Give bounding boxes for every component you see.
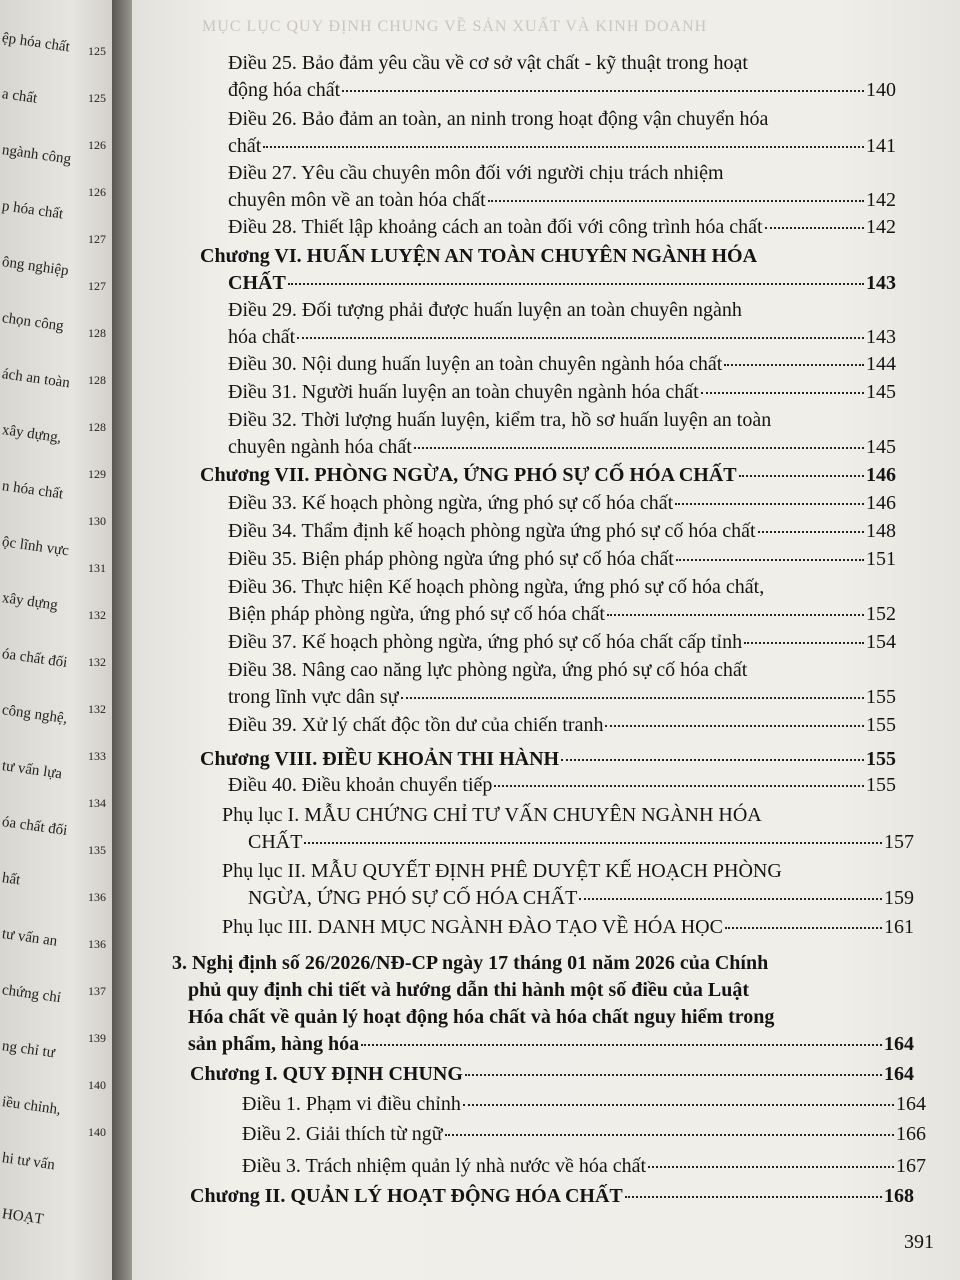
- toc-entry-text: Điều 33. Kế hoạch phòng ngừa, ứng phó sự cố hóa chất: [228, 492, 674, 514]
- toc-entry-line: [200, 746, 896, 773]
- dot-leader: [724, 363, 864, 366]
- toc-entry: [242, 1121, 926, 1148]
- toc-entry-line: [200, 270, 896, 297]
- toc-entry-line: [222, 885, 914, 912]
- toc-entry-text: Điều 30. Nội dung huấn luyện an toàn chuyên ngành hóa chất: [228, 353, 723, 375]
- toc-entry-line: [228, 772, 896, 799]
- toc-entry-line: [242, 1121, 926, 1148]
- toc-entry-text: phủ quy định chi tiết và hướng dẫn thi hành một số điều của Luật: [188, 979, 750, 1001]
- toc-entry-text: Điều 31. Người huấn luyện an toàn chuyên ngành hóa chất: [228, 381, 699, 403]
- toc-entry-text: Biện pháp phòng ngừa, ứng phó sự cố hóa chất: [228, 603, 605, 625]
- dot-leader: [744, 641, 864, 644]
- toc-page-number: 154: [866, 631, 896, 653]
- toc-entry-text: Điều 27. Yêu cầu chuyên môn đối với người chịu trách nhiệm: [228, 162, 724, 184]
- left-page-number-fragment: 139: [88, 1031, 106, 1045]
- dot-leader: [758, 530, 864, 533]
- toc-entry-text: CHẤT: [228, 272, 286, 294]
- toc-entry-line: [228, 77, 896, 104]
- left-page-text-fragment: tư vấn an: [0, 926, 59, 950]
- toc-entry-line: [228, 351, 896, 378]
- left-page-number-fragment: 132: [88, 608, 106, 622]
- toc-entry-text: Chương VI. HUẤN LUYỆN AN TOÀN CHUYÊN NGÀNH HÓA: [200, 245, 758, 267]
- toc-entry-line: [228, 657, 896, 684]
- toc-entry-text: Điều 39. Xử lý chất độc tồn dư của chiến tranh: [228, 714, 604, 736]
- toc-entry-text: chuyên môn về an toàn hóa chất: [228, 189, 486, 211]
- dot-leader: [288, 282, 864, 285]
- left-page-number-fragment: 125: [88, 91, 106, 105]
- left-page-text-fragment: hi tư vấn: [0, 1150, 56, 1174]
- left-page-text-fragment: ông nghiệp: [0, 254, 70, 280]
- toc-entry-text: Phụ lục III. DANH MỤC NGÀNH ĐÀO TẠO VỀ HÓA HỌC: [222, 916, 723, 938]
- toc-entry-line: [190, 1183, 914, 1210]
- toc-entry-line: [222, 802, 914, 829]
- toc-entry-text: Điều 36. Thực hiện Kế hoạch phòng ngừa, ứng phó sự cố hóa chất,: [228, 576, 765, 598]
- toc-entry-line: [228, 546, 896, 573]
- toc-entry-line: [228, 297, 896, 324]
- left-page-text-fragment: óa chất đối: [0, 814, 69, 840]
- toc-entry: [200, 462, 896, 489]
- toc-page-number: 164: [896, 1093, 926, 1115]
- toc-entry: [228, 712, 896, 739]
- toc-entry-line: [228, 160, 896, 187]
- dot-leader: [725, 926, 882, 929]
- toc-page-number: 166: [896, 1123, 926, 1145]
- toc-entry-text: hóa chất: [228, 326, 296, 348]
- toc-entry: [228, 160, 896, 214]
- toc-page-number: 143: [866, 272, 896, 294]
- toc-entry-line: [228, 684, 896, 711]
- left-page-edge: [0, 0, 120, 1280]
- dot-leader: [488, 199, 864, 202]
- dot-leader: [304, 841, 882, 844]
- toc-entry: [200, 243, 896, 297]
- toc-entry-line: [228, 379, 896, 406]
- toc-entry-text: chất: [228, 135, 262, 157]
- toc-entry-line: [200, 243, 896, 270]
- left-page-number-fragment: 140: [88, 1125, 106, 1139]
- toc-entry-line: [172, 1031, 914, 1058]
- toc-entry-text: sản phẩm, hàng hóa: [188, 1033, 360, 1055]
- toc-entry: [228, 490, 896, 517]
- toc-entry-text: CHẤT: [248, 831, 303, 853]
- toc-entry-line: [222, 829, 914, 856]
- left-page-number-fragment: 127: [88, 279, 106, 293]
- toc-page-number: 148: [866, 520, 896, 542]
- toc-entry-text: Điều 38. Nâng cao năng lực phòng ngừa, ứng phó sự cố hóa chất: [228, 659, 748, 681]
- toc-entry-line: [228, 629, 896, 656]
- toc-entry-line: [190, 1061, 914, 1088]
- left-page-text-fragment: xây dựng: [0, 590, 59, 614]
- toc-page-number: 140: [866, 79, 896, 101]
- left-page-number-fragment: 128: [88, 373, 106, 387]
- toc-entry-text: Điều 37. Kế hoạch phòng ngừa, ứng phó sự cố hóa chất cấp tỉnh: [228, 631, 743, 653]
- dot-leader: [342, 89, 864, 92]
- toc-page-number: 155: [866, 686, 896, 708]
- toc-entry: [228, 657, 896, 711]
- toc-entry: [222, 914, 914, 941]
- dot-leader: [401, 696, 864, 699]
- toc-entry: [228, 50, 896, 104]
- dot-leader: [607, 613, 864, 616]
- toc-page-number: 146: [866, 464, 896, 486]
- toc-entry-text: NGỪA, ỨNG PHÓ SỰ CỐ HÓA CHẤT: [248, 887, 578, 909]
- toc-entry-text: Điều 32. Thời lượng huấn luyện, kiểm tra, hồ sơ huấn luyện an toàn: [228, 409, 772, 431]
- toc-entry-line: [172, 1004, 914, 1031]
- toc-entry: [228, 546, 896, 573]
- toc-entry-text: Điều 25. Bảo đảm yêu cầu về cơ sở vật chất - kỹ thuật trong hoạt: [228, 52, 748, 74]
- dot-leader: [414, 446, 864, 449]
- left-page-text-fragment: chứng chỉ: [0, 982, 62, 1007]
- toc-page-number: 157: [884, 831, 914, 853]
- toc-entry-line: [172, 950, 914, 977]
- left-page-text-fragment: óa chất đối: [0, 646, 69, 672]
- dot-leader: [297, 336, 864, 339]
- toc-entry: [190, 1183, 914, 1210]
- toc-entry: [228, 518, 896, 545]
- dot-leader: [561, 758, 864, 761]
- toc-entry-text: Điều 35. Biện pháp phòng ngừa ứng phó sự cố hóa chất: [228, 548, 674, 570]
- toc-entry-text: động hóa chất: [228, 79, 341, 101]
- bleed-through-header: MỤC LỤC QUY ĐỊNH CHUNG VỀ SẢN XUẤT VÀ KINH DOANH: [202, 18, 708, 35]
- left-page-number-fragment: 127: [88, 232, 106, 246]
- left-page-text-fragment: ộc lĩnh vực: [0, 534, 70, 560]
- toc-entry-text: trong lĩnh vực dân sự: [228, 686, 399, 708]
- toc-entry-text: Chương VII. PHÒNG NGỪA, ỨNG PHÓ SỰ CỐ HÓA CHẤT: [200, 464, 737, 486]
- toc-entry-text: Điều 29. Đối tượng phải được huấn luyện an toàn chuyên ngành: [228, 299, 742, 321]
- toc-entry: [242, 1091, 926, 1118]
- toc-entry-text: Điều 40. Điều khoản chuyển tiếp: [228, 774, 493, 796]
- left-page-text-fragment: ách an toàn: [0, 366, 71, 392]
- left-page-number-fragment: 133: [88, 749, 106, 763]
- left-page-text-fragment: ngành công: [0, 142, 73, 168]
- dot-leader: [675, 502, 864, 505]
- dot-leader: [739, 474, 864, 477]
- left-page-number-fragment: 131: [88, 561, 106, 575]
- dot-leader: [463, 1103, 894, 1106]
- toc-entry-line: [228, 50, 896, 77]
- dot-leader: [361, 1043, 882, 1046]
- toc-entry-line: [228, 187, 896, 214]
- toc-page-number: 155: [866, 774, 896, 796]
- toc-page-number: 146: [866, 492, 896, 514]
- toc-entry: [172, 950, 914, 1058]
- toc-entry-line: [242, 1153, 926, 1180]
- left-page-text-fragment: xây dựng,: [0, 422, 63, 447]
- left-page-text-fragment: hất: [0, 870, 22, 889]
- left-page-text-fragment: p hóa chất: [0, 198, 65, 223]
- left-page-text-fragment: công nghệ,: [0, 702, 69, 728]
- left-page-number-fragment: 132: [88, 655, 106, 669]
- toc-entry-text: Điều 3. Trách nhiệm quản lý nhà nước về hóa chất: [242, 1155, 647, 1177]
- toc-entry-line: [228, 712, 896, 739]
- toc-page-number: 145: [866, 381, 896, 403]
- left-page-text-fragment: tư vấn lựa: [0, 758, 64, 783]
- left-page-number-fragment: 140: [88, 1078, 106, 1092]
- left-page-number-fragment: 136: [88, 937, 106, 951]
- dot-leader: [579, 897, 882, 900]
- left-page-text-fragment: HOẠT: [0, 1206, 45, 1228]
- toc-entry-text: Điều 28. Thiết lập khoảng cách an toàn đối với công trình hóa chất: [228, 216, 763, 238]
- toc-entry-text: Chương I. QUY ĐỊNH CHUNG: [190, 1063, 463, 1085]
- toc-entry-line: [242, 1091, 926, 1118]
- toc-entry-line: [228, 106, 896, 133]
- toc-entry: [228, 379, 896, 406]
- toc-page-number: 168: [884, 1185, 914, 1207]
- toc-page-number: 155: [866, 714, 896, 736]
- toc-entry: [200, 746, 896, 773]
- left-page-number-fragment: 137: [88, 984, 106, 998]
- left-page-number-fragment: 136: [88, 890, 106, 904]
- toc-page-number: 155: [866, 748, 896, 770]
- left-page-text-fragment: ng chỉ tư: [0, 1038, 56, 1062]
- toc-page-number: 142: [866, 189, 896, 211]
- left-page-number-fragment: 129: [88, 467, 106, 481]
- toc-page-number: 143: [866, 326, 896, 348]
- left-page-number-fragment: 125: [88, 44, 106, 58]
- toc-entry-line: [200, 462, 896, 489]
- toc-entry-line: [228, 490, 896, 517]
- toc-page-number: 161: [884, 916, 914, 938]
- toc-entry-line: [228, 214, 896, 241]
- dot-leader: [445, 1133, 894, 1136]
- toc-entry-text: Điều 34. Thẩm định kế hoạch phòng ngừa ứng phó sự cố hóa chất: [228, 520, 756, 542]
- dot-leader: [648, 1165, 894, 1168]
- toc-entry-text: Điều 1. Phạm vi điều chỉnh: [242, 1093, 461, 1115]
- left-page-number-fragment: 132: [88, 702, 106, 716]
- toc-entry-line: [222, 858, 914, 885]
- toc-entry-line: [172, 977, 914, 1004]
- toc-page-number: 141: [866, 135, 896, 157]
- toc-entry: [228, 772, 896, 799]
- toc-entry-text: Hóa chất về quản lý hoạt động hóa chất và hóa chất nguy hiểm trong: [188, 1006, 775, 1028]
- left-page-number-fragment: 126: [88, 138, 106, 152]
- left-page-text-fragment: ệp hóa chất: [0, 30, 71, 56]
- book-page: [132, 0, 960, 1280]
- toc-page-number: 167: [896, 1155, 926, 1177]
- toc-entry-line: [228, 574, 896, 601]
- left-page-text-fragment: iều chỉnh,: [0, 1094, 62, 1119]
- dot-leader: [701, 391, 864, 394]
- toc-page-number: 144: [866, 353, 896, 375]
- toc-entry-line: [228, 518, 896, 545]
- toc-entry-text: Chương VIII. ĐIỀU KHOẢN THI HÀNH: [200, 748, 560, 770]
- dot-leader: [625, 1195, 882, 1198]
- toc-entry-line: [228, 324, 896, 351]
- dot-leader: [676, 558, 864, 561]
- dot-leader: [765, 226, 864, 229]
- left-page-text-fragment: a chất: [0, 86, 39, 107]
- page-number: 391: [904, 1231, 934, 1253]
- dot-leader: [494, 784, 864, 787]
- toc-entry-line: [228, 407, 896, 434]
- toc-entry: [228, 106, 896, 160]
- toc-page-number: 152: [866, 603, 896, 625]
- dot-leader: [465, 1073, 882, 1076]
- left-page-text-fragment: chọn công: [0, 310, 65, 335]
- left-page-text-fragment: n hóa chất: [0, 478, 65, 503]
- toc-entry-text: Điều 26. Bảo đảm an toàn, an ninh trong hoạt động vận chuyển hóa: [228, 108, 769, 130]
- dot-leader: [605, 724, 864, 727]
- toc-entry: [228, 629, 896, 656]
- toc-entry-line: [222, 914, 914, 941]
- toc-entry: [222, 802, 914, 856]
- toc-page-number: 151: [866, 548, 896, 570]
- toc-entry: [228, 214, 896, 241]
- toc-entry-text: chuyên ngành hóa chất: [228, 436, 412, 458]
- toc-entry: [222, 858, 914, 912]
- toc-entry-line: [228, 601, 896, 628]
- toc-entry-line: [228, 434, 896, 461]
- toc-page-number: 145: [866, 436, 896, 458]
- left-page-number-fragment: 126: [88, 185, 106, 199]
- toc-entry-text: Chương II. QUẢN LÝ HOẠT ĐỘNG HÓA CHẤT: [190, 1185, 623, 1207]
- left-page-number-fragment: 130: [88, 514, 106, 528]
- left-page-number-fragment: 128: [88, 326, 106, 340]
- toc-entry: [228, 351, 896, 378]
- left-page-number-fragment: 134: [88, 796, 106, 810]
- toc-page-number: 159: [884, 887, 914, 909]
- toc-entry-text: Phụ lục I. MẪU CHỨNG CHỈ TƯ VẤN CHUYÊN NGÀNH HÓA: [222, 804, 762, 826]
- toc-entry: [228, 407, 896, 461]
- toc-page-number: 142: [866, 216, 896, 238]
- toc-entry-text: 3. Nghị định số 26/2026/NĐ-CP ngày 17 tháng 01 năm 2026 của Chính: [172, 952, 769, 974]
- toc-entry: [190, 1061, 914, 1088]
- toc-entry-text: Phụ lục II. MẪU QUYẾT ĐỊNH PHÊ DUYỆT KẾ HOẠCH PHÒNG: [222, 860, 782, 882]
- dot-leader: [263, 145, 864, 148]
- toc-page-number: 164: [884, 1033, 914, 1055]
- toc-entry-line: [228, 133, 896, 160]
- toc-entry: [242, 1153, 926, 1180]
- left-page-number-fragment: 135: [88, 843, 106, 857]
- toc-entry: [228, 574, 896, 628]
- toc-entry: [228, 297, 896, 351]
- toc-entry-text: Điều 2. Giải thích từ ngữ: [242, 1123, 443, 1145]
- toc-page-number: 164: [884, 1063, 914, 1085]
- left-page-number-fragment: 128: [88, 420, 106, 434]
